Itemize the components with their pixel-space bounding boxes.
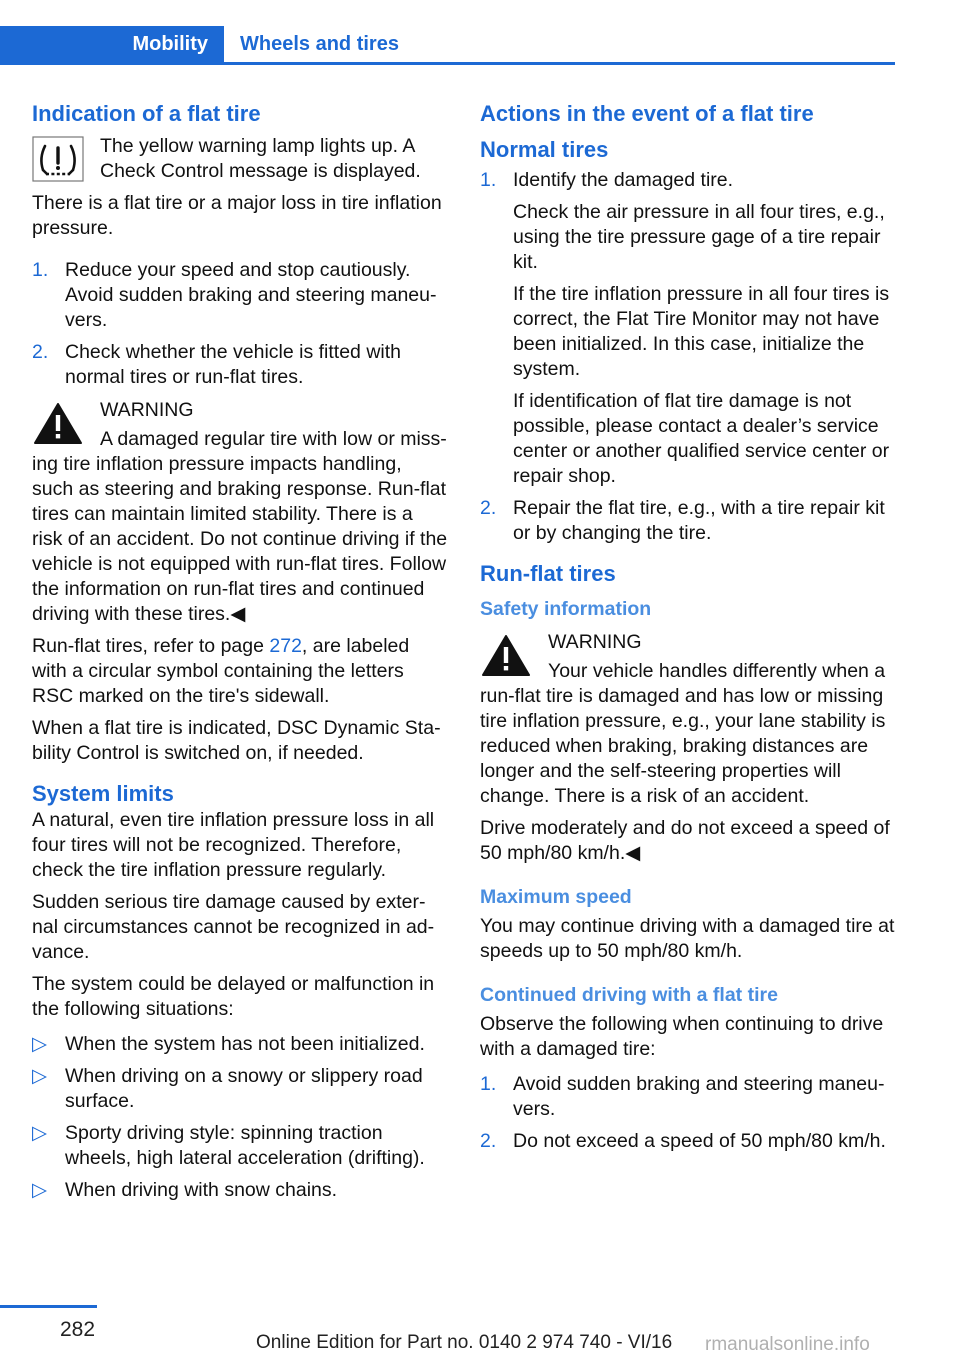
step-number: 2. (32, 341, 49, 363)
list-item (480, 1129, 896, 1154)
header-bar (0, 26, 895, 65)
section-title-flat-tire-indication: Indication of a flat tire (32, 101, 261, 126)
section-title-flat-tire-actions: Actions in the event of a flat tire (480, 101, 814, 126)
flat-tire-steps-list (32, 258, 448, 390)
step-text: Reduce your speed and stop cautiously. Avoid sudden braking and steering maneu-vers. (65, 259, 437, 331)
list-item (32, 1032, 448, 1057)
warning-label: WARNING (100, 399, 194, 421)
list-item (480, 168, 896, 489)
list-item (32, 340, 448, 390)
list-item (32, 1064, 448, 1114)
edition-note: Online Edition for Part no. 0140 2 974 740 - VI/16 (256, 1332, 673, 1353)
step-number: 1. (480, 1073, 497, 1095)
step-detail: If the tire inflation pressure in all four tires is correct, the Flat Tire Monitor may not have been initialized. In this case, initialize the system. (513, 283, 890, 380)
list-item (480, 496, 896, 546)
runflat-text-start: Run-flat tires, refer to page (32, 635, 270, 657)
situation-text: Sporty driving style: spinning traction wheels, high lateral acceleration (drifting). (65, 1122, 425, 1169)
page-number: 282 (60, 1318, 96, 1341)
flat-tire-intro-1: The yellow warning lamp lights up. A Check Control message is displayed. (100, 135, 421, 182)
footer-rule (0, 1305, 97, 1308)
section-title-system-limits: System limits (32, 781, 174, 806)
section-title-run-flat-tires: Run-flat tires (480, 561, 616, 586)
bullet-arrow: ▷ (32, 1179, 47, 1201)
section-title-normal-tires: Normal tires (480, 137, 609, 162)
drive-moderately-paragraph: Drive moderately and do not exceed a speed of 50 mph/80 km/h.◀ (480, 817, 890, 864)
normal-tires-steps-list (480, 168, 896, 546)
watermark: rmanualsonline.info (705, 1334, 870, 1355)
situation-text: When driving with snow chains. (65, 1179, 338, 1201)
situations-list (32, 1032, 448, 1203)
continued-driving-steps-list (480, 1072, 896, 1154)
step-detail: If identification of flat tire damage is not possible, please contact a dealer’s service center or another qualified service center or repair shop. (513, 390, 890, 487)
list-item (32, 1178, 448, 1203)
situation-text: When driving on a snowy or slippery road surface. (65, 1065, 423, 1112)
step-text: Repair the flat tire, e.g., with a tire repair kit or by changing the tire. (513, 497, 885, 544)
subsection-title-maximum-speed: Maximum speed (480, 886, 632, 908)
flat-tire-intro-2: There is a flat tire or a major loss in tire inflation pressure. (32, 192, 442, 239)
subsection-title-safety-information: Safety information (480, 598, 652, 620)
warning-text: A damaged regular tire with low or miss-ing tire inflation pressure impacts handling, such as steering and braking response. Run-flat tires can maintain limited stability. There is a risk of an accident. Do not continue driving if the vehicle is not equipped with run-flat tires. Follow the information on run-flat tires and continued driving with these tires.◀ (32, 428, 448, 625)
list-item (480, 1072, 896, 1122)
step-number: 2. (480, 1130, 497, 1152)
bullet-arrow: ▷ (32, 1033, 47, 1055)
tire-pressure-warning-icon (32, 136, 84, 182)
limits-paragraph-2: Sudden serious tire damage caused by exter-nal circumstances cannot be recognized in ad-vance. (32, 891, 435, 963)
right-column (480, 100, 896, 1162)
continued-driving-paragraph: Observe the following when continuing to drive with a damaged tire: (480, 1013, 884, 1060)
limits-paragraph-3: The system could be delayed or malfunction in the following situations: (32, 973, 435, 1020)
list-item (32, 1121, 448, 1171)
bullet-arrow: ▷ (32, 1065, 47, 1087)
subsection-title-continued-driving: Continued driving with a flat tire (480, 984, 778, 1006)
tab-mobility[interactable]: Mobility (0, 26, 224, 62)
warning-triangle-icon (480, 632, 532, 678)
list-item (32, 258, 448, 333)
runflat-reference-paragraph (32, 634, 448, 709)
step-text: Identify the damaged tire. (513, 169, 734, 191)
left-column (32, 100, 448, 1211)
warning-triangle-icon (32, 400, 84, 446)
bullet-arrow: ▷ (32, 1122, 47, 1144)
step-number: 2. (480, 497, 497, 519)
tab-wheels-and-tires[interactable]: Wheels and tires (240, 33, 399, 55)
step-number: 1. (32, 259, 49, 281)
warning-text: Your vehicle handles differently when a run-flat tire is damaged and has low or missing tire inflation pressure, e.g., your lane stability is reduced when braking, braking distances are longer and the self-steering properties will change. There is a risk of an accident. (480, 660, 886, 807)
page-reference-link[interactable]: 272 (269, 635, 302, 657)
limits-paragraph-1: A natural, even tire inflation pressure loss in all four tires will not be recognized. Therefore, check the tire inflation pressure regularly. (32, 809, 435, 881)
step-text: Avoid sudden braking and steering maneu-vers. (513, 1073, 885, 1120)
step-number: 1. (480, 169, 497, 191)
step-text: Check whether the vehicle is fitted with normal tires or run-flat tires. (65, 341, 401, 388)
step-detail: Check the air pressure in all four tires, e.g., using the tire pressure gage of a tire repair kit. (513, 201, 885, 273)
warning-label: WARNING (548, 631, 642, 653)
runflat-text-end: , are labeled with a circular symbol containing the letters RSC marked on the tire's sidewall. (32, 635, 410, 707)
dsc-paragraph: When a flat tire is indicated, DSC Dynamic Sta-bility Control is switched on, if needed. (32, 717, 441, 764)
situation-text: When the system has not been initialized. (65, 1033, 425, 1055)
maximum-speed-paragraph: You may continue driving with a damaged tire at speeds up to 50 mph/80 km/h. (480, 915, 895, 962)
step-text: Do not exceed a speed of 50 mph/80 km/h. (513, 1130, 886, 1152)
